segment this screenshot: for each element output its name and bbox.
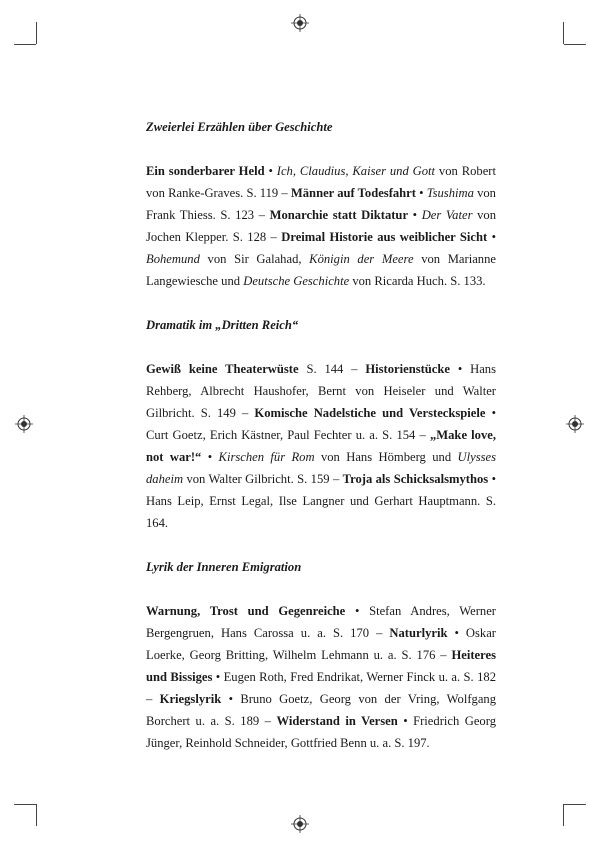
crop-mark-bottom-right-h [564,804,586,805]
section-dramatik [146,314,496,534]
bold-run: Troja als Schicksalsmythos [342,472,489,486]
bold-run: Dreimal Historie aus weiblicher Sicht [281,230,488,244]
text-run: von Frank Thiess. S. 123 – [146,186,496,222]
title-run: Der Vater [421,208,473,222]
text-run: • Oskar Loerke, Georg Britting, Wilhelm Lehmann u. a. S. 176 – [146,626,496,662]
section-heading: Dramatik im „Dritten Reich“ [146,318,299,332]
section-body [146,600,496,754]
text-run: • Hans Leip, Ernst Legal, Ilse Langner und Gerhart Hauptmann. S. 164. [146,472,496,530]
title-run: Königin der Meere [309,252,414,266]
bold-run: Historienstücke [365,362,450,376]
text-run: S. 144 – [298,362,366,376]
text-run: • [264,164,277,178]
registration-mark-left-icon [15,415,33,433]
title-run: Ich, Claudius, Kaiser und Gott [276,164,436,178]
section-lyrik [146,556,496,754]
crop-mark-bottom-left-v [36,804,37,826]
title-run: Bohemund [146,252,200,266]
text-run: • Bruno Goetz, Georg von der Vring, Wolfgang Borchert u. a. S. 189 – [146,692,496,728]
text-run: • Curt Goetz, Erich Kästner, Paul Fechter u. a. S. 154 – [146,406,496,442]
text-run: • [415,186,427,200]
registration-mark-right-icon [566,415,584,433]
text-run: • Hans Rehberg, Albrecht Haushofer, Bernt von Heiseler und Walter Gilbricht. S. 149 – [146,362,496,420]
bold-run: Komische Nadelstiche und Versteckspiele [254,406,486,420]
section-body [146,358,496,534]
bold-run: Gewiß keine Theaterwüste [146,362,299,376]
text-run: • [487,230,496,244]
text-run: • Stefan Andres, Werner Bergengruen, Hans Carossa u. a. S. 170 – [146,604,496,640]
bold-run: Männer auf Todesfahrt [290,186,416,200]
section-body [146,160,496,292]
crop-mark-top-right-h [564,44,586,45]
bold-run: Monarchie statt Diktatur [269,208,409,222]
registration-mark-bottom-icon [291,815,309,833]
title-run: Deutsche Geschichte [243,274,350,288]
section-geschichte [146,116,496,292]
text-run: von Sir Galahad, [199,252,310,266]
bold-run: Ein sonderbarer Held [146,164,265,178]
bold-run: Naturlyrik [389,626,448,640]
title-run: Ulysses daheim [146,450,496,486]
bold-run: „Make love, not war!“ [146,428,497,464]
section-heading: Zweierlei Erzählen über Geschichte [146,120,333,134]
bold-run: Warnung, Trost und Gegenreiche [146,604,346,618]
bold-run: Kriegslyrik [159,692,222,706]
crop-mark-bottom-right-v [563,804,564,826]
section-heading: Lyrik der Inneren Emigration [146,560,302,574]
text-run: • Friedrich Georg Jünger, Reinhold Schneider, Gottfried Benn u. a. S. 197. [146,714,496,750]
text-run: von Jochen Klepper. S. 128 – [146,208,496,244]
text-run: von Hans Hömberg und [314,450,458,464]
text-run: von Marianne Langewiesche und [146,252,496,288]
crop-mark-top-right-v [563,22,564,44]
text-run: • [408,208,422,222]
bold-run: Widerstand in Versen [276,714,398,728]
title-run: Kirschen für Rom [218,450,315,464]
text-run: • [201,450,219,464]
registration-mark-top-icon [291,14,309,32]
text-run: von Walter Gilbricht. S. 159 – [183,472,343,486]
crop-mark-bottom-left-h [14,804,36,805]
text-run: von Ricarda Huch. S. 133. [349,274,486,288]
title-run: Tsushima [426,186,474,200]
crop-mark-top-left-v [36,22,37,44]
crop-mark-top-left-h [14,44,36,45]
page-content [146,116,496,776]
text-run: • Eugen Roth, Fred Endrikat, Werner Finck u. a. S. 182 – [146,670,496,706]
text-run: von Robert von Ranke-Graves. S. 119 – [146,164,496,200]
bold-run: Heiteres und Bissiges [146,648,496,684]
